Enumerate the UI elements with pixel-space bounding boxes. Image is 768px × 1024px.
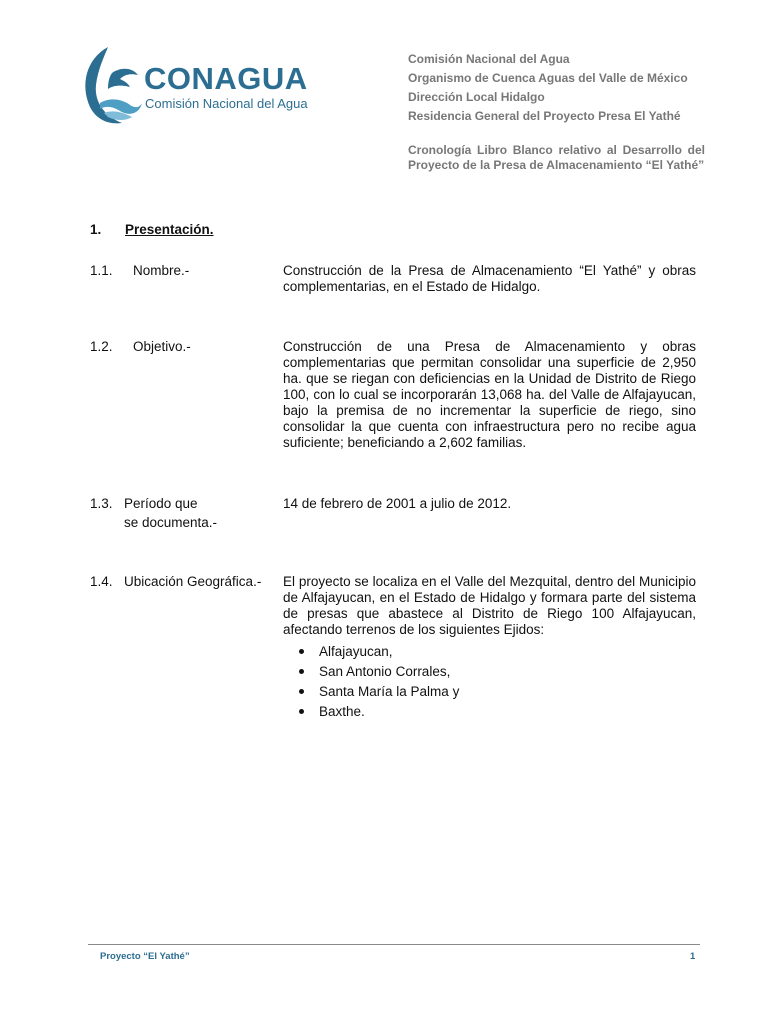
list-item	[283, 642, 696, 662]
footer-project-name: Proyecto “El Yathé”	[100, 951, 190, 962]
item-value: Construcción de una Presa de Almacenamiento y obras complementarias que permitan consolidar una superficie de 2,950 ha. que se riegan con deficiencias en la Unidad de Distrito de Riego 100, con lo cual se incorporarán 13,068 ha. del Valle de Alfajayucan, bajo la premisa de no incrementar la superficie de riego, sino consolidar la que cuenta con infraestructura pero no recibe agua suficiente; beneficiando a 2,602 familias.	[283, 339, 696, 450]
header-line: Organismo de Cuenca Aguas del Valle de México	[408, 71, 688, 85]
bullet-icon	[299, 669, 304, 674]
item-label: Nombre.-	[133, 263, 190, 278]
footer-page-number: 1	[690, 951, 696, 962]
item-value: 14 de febrero de 2001 a julio de 2012.	[283, 496, 512, 511]
header-line: Residencia General del Proyecto Presa El Yathé	[408, 109, 681, 123]
ejidos-list	[283, 642, 696, 722]
item-value: El proyecto se localiza en el Valle del Mezquital, dentro del Municipio de Alfajayucan, en el Estado de Hidalgo y formara parte del sistema de presas que abastece al Distrito de Riego 100 Alfajayucan, afectando terrenos de los siguientes Ejidos:	[283, 574, 696, 637]
item-label: Objetivo.-	[133, 339, 191, 354]
list-item-text: San Antonio Corrales,	[319, 664, 451, 679]
bullet-icon	[299, 709, 304, 714]
bullet-icon	[299, 689, 304, 694]
document-title: Cronología Libro Blanco relativo al Desarrollo del Proyecto de la Presa de Almacenamiento “El Yathé”	[408, 143, 705, 172]
header-line: Dirección Local Hidalgo	[408, 90, 545, 104]
conagua-eagle-wave-icon	[78, 45, 144, 125]
list-item-text: Santa María la Palma y	[319, 684, 460, 699]
item-number: 1.2.	[90, 339, 113, 354]
list-item-text: Alfajayucan,	[319, 644, 393, 659]
list-item	[283, 682, 696, 702]
footer-divider	[88, 944, 700, 945]
section-heading	[90, 222, 214, 237]
item-number: 1.1.	[90, 263, 113, 278]
list-item	[283, 662, 696, 682]
item-value: Construcción de la Presa de Almacenamiento “El Yathé” y obras complementarias, en el Estado de Hidalgo.	[283, 263, 696, 294]
header-line: Comisión Nacional del Agua	[408, 52, 570, 66]
list-item-text: Baxthe.	[319, 704, 365, 719]
item-label-line1: Período que	[124, 496, 198, 511]
section-title: Presentación.	[125, 222, 214, 237]
conagua-logo	[78, 45, 313, 125]
section-number: 1.	[90, 222, 102, 237]
logo-wordmark: CONAGUA	[144, 61, 308, 96]
item-label-line2: se documenta.-	[124, 515, 218, 530]
item-value-block	[283, 574, 696, 722]
item-number: 1.3.	[90, 496, 113, 511]
logo-subtitle: Comisión Nacional del Agua	[145, 96, 308, 111]
header-lines	[408, 50, 708, 126]
item-number: 1.4.	[90, 574, 113, 589]
list-item	[283, 702, 696, 722]
item-label: Ubicación Geográfica.-	[124, 574, 262, 589]
bullet-icon	[299, 649, 304, 654]
